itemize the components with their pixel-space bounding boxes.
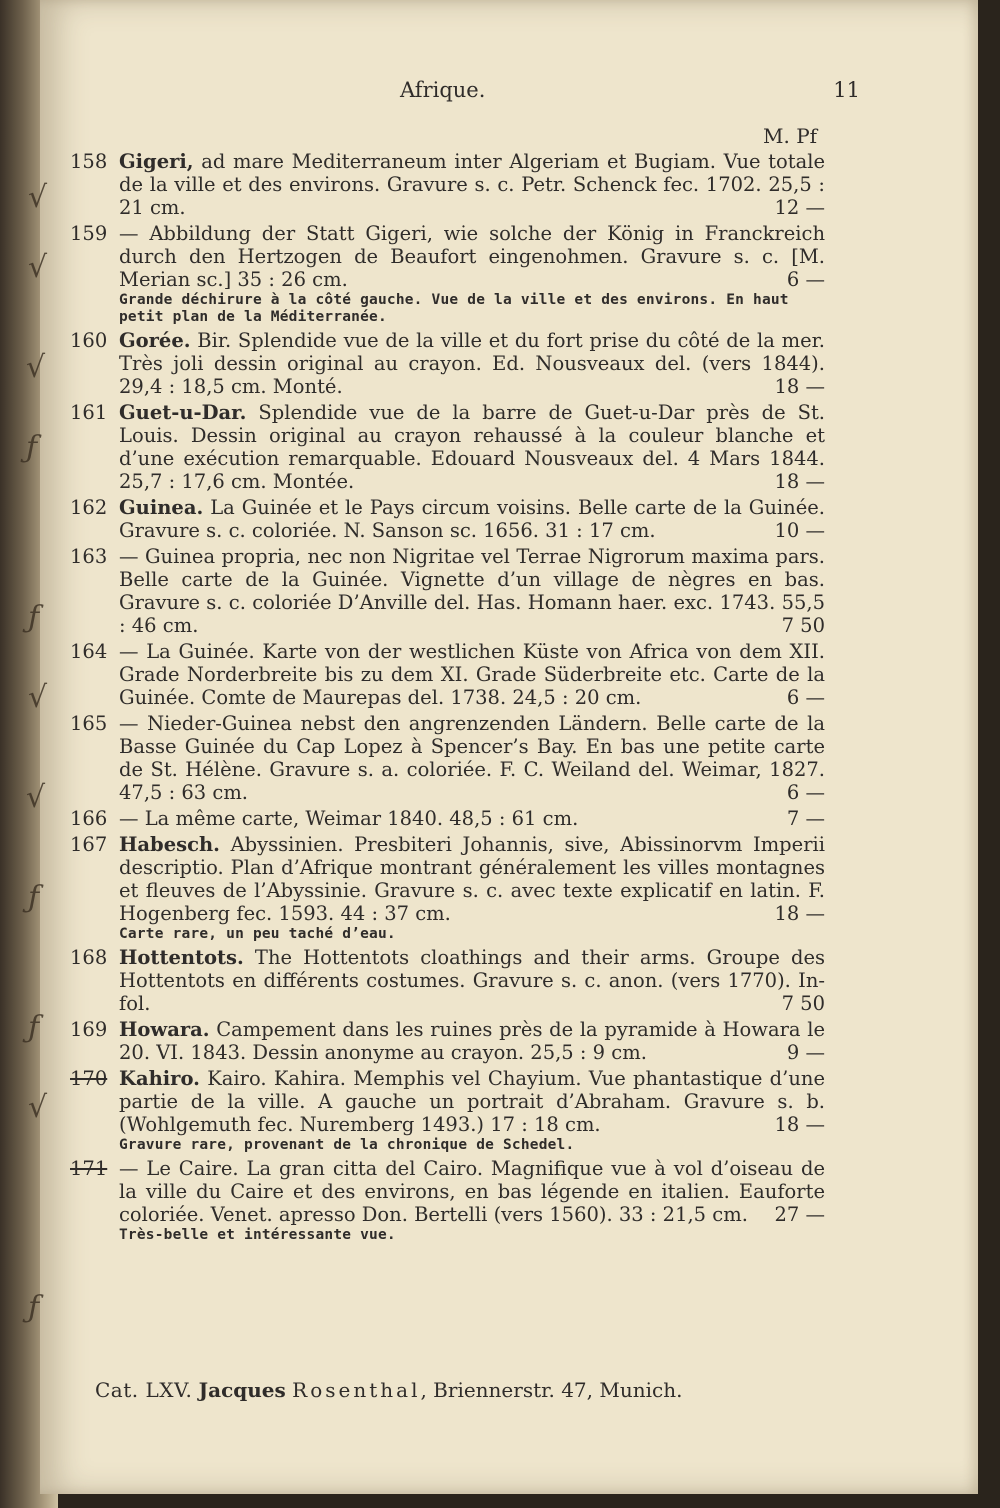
entry-price: 9 — [786, 1041, 825, 1064]
entry-price: 27 — [774, 1203, 825, 1226]
entry-price: 7 50 [781, 614, 825, 637]
entry-price: 18 — [774, 470, 825, 493]
catalog-entry-160 [70, 329, 825, 398]
entry-number: 165 [70, 712, 108, 735]
entry-note: Carte rare, un peu taché d’eau. [119, 926, 396, 942]
entry-description: Campement dans les ruines près de la pyramide à Howara le 20. VI. 1843. Dessin anonyme au crayon. 25,5 : 9 cm. [119, 1018, 825, 1064]
entry-number: 159 [70, 222, 108, 245]
entry-heading: Habesch. [119, 833, 220, 856]
entry-note: Gravure rare, provenant de la chronique de Schedel. [119, 1137, 575, 1153]
entry-price: 7 — [786, 807, 825, 830]
entry-description: — La même carte, Weimar 1840. 48,5 : 61 cm. [119, 807, 579, 830]
entry-number: 164 [70, 640, 108, 663]
margin-annotation: ƒ [26, 430, 38, 465]
entry-heading: Guinea. [119, 496, 204, 519]
entry-number: 171 [70, 1157, 108, 1180]
catalog-entry-166 [70, 807, 825, 830]
entry-description: La Guinée et le Pays circum voisins. Belle carte de la Guinée. Gravure s. c. coloriée. N. Sanson sc. 1656. 31 : 17 cm. [119, 496, 825, 542]
margin-annotation: √ [28, 1090, 48, 1125]
page-header [400, 78, 860, 112]
margin-annotation: ƒ [28, 600, 40, 635]
catalog-entry-159 [70, 222, 825, 326]
entry-description: Abyssinien. Presbiteri Johannis, sive, Abissinorvm Imperii descriptio. Plan d’Afrique montrant généralement les villes montagnes et fleuves de l’Abyssinie. Gravure s. c. avec texte explicatif en latin. F. Hogenberg fec. 1593. 44 : 37 cm. [119, 833, 825, 925]
entry-heading: Howara. [119, 1018, 210, 1041]
entry-price: 7 50 [781, 992, 825, 1015]
entry-price: 18 — [774, 1113, 825, 1136]
entry-description: — Le Caire. La gran citta del Cairo. Magnifique vue à vol d’oiseau de la ville du Caire et des environs, en bas légende en italien. Eauforte coloriée. Venet. apresso Don. Bertelli (vers 1560). 33 : 21,5 cm. [119, 1157, 825, 1226]
entry-description: Splendide vue de la barre de Guet-u-Dar près de St. Louis. Dessin original au crayon rehaussé à la couleur blanche et d’une exécution remarquable. Edouard Nousveaux del. 4 Mars 1844. 25,7 : 17,6 cm. Montée. [119, 401, 825, 493]
margin-annotation: ƒ [28, 880, 40, 915]
entry-price: 12 — [774, 196, 825, 219]
catalog-entry-167 [70, 833, 825, 943]
catalog-entry-158 [70, 150, 825, 219]
entry-price: 6 — [786, 686, 825, 709]
entry-heading: Gorée. [119, 329, 191, 352]
entry-description: Kairo. Kahira. Memphis vel Chayium. Vue phantastique d’une partie de la ville. A gauche un portrait d’Abraham. Gravure s. b. (Wohlgemuth fec. Nuremberg 1493.) 17 : 18 cm. [119, 1067, 825, 1136]
entry-description: ad mare Mediterraneum inter Algeriam et Bugiam. Vue totale de la ville et des environs. Gravure s. c. Petr. Schenck fec. 1702. 25,5 : 21 cm. [119, 150, 825, 219]
entry-number: 169 [70, 1018, 108, 1041]
entry-number: 166 [70, 807, 108, 830]
entry-note: Très-belle et intéressante vue. [119, 1227, 396, 1243]
margin-annotation: √ [26, 350, 46, 385]
entry-price: 6 — [786, 781, 825, 804]
dealer-surname: Rosenthal [292, 1378, 421, 1402]
catalog-number: Cat. LXV. [95, 1378, 193, 1402]
entry-description: — La Guinée. Karte von der westlichen Küste von Africa von dem XII. Grade Norderbreite bis zu dem XI. Grade Süderbreite etc. Carte de la Guinée. Comte de Maurepas del. 1738. 24,5 : 20 cm. [119, 640, 825, 709]
entry-heading: Guet-u-Dar. [119, 401, 247, 424]
entry-description: — Abbildung der Statt Gigeri, wie solche der König in Franckreich durch den Hertzogen de Beaufort eingenohmen. Gravure s. c. [M. Merian sc.] 35 : 26 cm. [119, 222, 825, 291]
entry-description: — Nieder-Guinea nebst den angrenzenden Ländern. Belle carte de la Basse Guinée du Cap Lopez à Spencer’s Bay. En bas une petite carte de St. Hélène. Gravure s. a. coloriée. F. C. Weiland del. Weimar, 1827. 47,5 : 63 cm. [119, 712, 825, 804]
margin-annotation: ƒ [28, 1010, 40, 1045]
entry-price: 18 — [774, 902, 825, 925]
page-footer [95, 1378, 840, 1402]
entry-heading: Gigeri, [119, 150, 194, 173]
margin-annotation: √ [28, 180, 48, 215]
catalog-entry-162 [70, 496, 825, 542]
entry-heading: Kahiro. [119, 1067, 200, 1090]
entry-number: 162 [70, 496, 108, 519]
entry-description: The Hottentots cloathings and their arms. Groupe des Hottentots en différents costumes. Gravure s. c. anon. (vers 1770). In-fol. [119, 946, 825, 1015]
catalog-listing [70, 150, 825, 1247]
entry-number: 170 [70, 1067, 108, 1090]
entry-heading: Hottentots. [119, 946, 244, 969]
entry-description: Bir. Splendide vue de la ville et du fort prise du côté de la mer. Très joli dessin original au crayon. Ed. Nousveaux del. (vers 1844). 29,4 : 18,5 cm. Monté. [119, 329, 825, 398]
entry-number: 168 [70, 946, 108, 969]
catalog-entry-170 [70, 1067, 825, 1154]
entry-number: 158 [70, 150, 108, 173]
catalog-entry-171 [70, 1157, 825, 1244]
margin-annotation: √ [28, 250, 48, 285]
entry-note: Grande déchirure à la côté gauche. Vue de la ville et des environs. En haut petit plan de la Méditerranée. [119, 292, 789, 325]
catalog-entry-168 [70, 946, 825, 1015]
catalog-entry-169 [70, 1018, 825, 1064]
catalog-entry-165 [70, 712, 825, 804]
margin-annotation: √ [26, 780, 46, 815]
margin-annotation: √ [28, 680, 48, 715]
entry-number: 167 [70, 833, 108, 856]
dealer-address: , Briennerstr. 47, Munich. [420, 1378, 683, 1402]
entry-number: 163 [70, 545, 108, 568]
entry-price: 10 — [774, 519, 825, 542]
catalog-entry-161 [70, 401, 825, 493]
entry-price: 6 — [786, 268, 825, 291]
entry-number: 160 [70, 329, 108, 352]
page-number: 11 [833, 78, 860, 102]
entry-description: — Guinea propria, nec non Nigritae vel Terrae Nigrorum maxima pars. Belle carte de la Guinée. Vignette d’un village de nègres en bas. Gravure s. c. coloriée D’Anville del. Has. Homann haer. exc. 1743. 55,5 : 46 cm. [119, 545, 825, 637]
catalog-entry-163 [70, 545, 825, 637]
currency-label: M. Pf [763, 124, 818, 148]
section-title: Afrique. [400, 78, 486, 102]
margin-annotation: ƒ [28, 1290, 40, 1325]
entry-price: 18 — [774, 375, 825, 398]
dealer-name: Jacques [198, 1378, 286, 1402]
catalog-entry-164 [70, 640, 825, 709]
entry-number: 161 [70, 401, 108, 424]
